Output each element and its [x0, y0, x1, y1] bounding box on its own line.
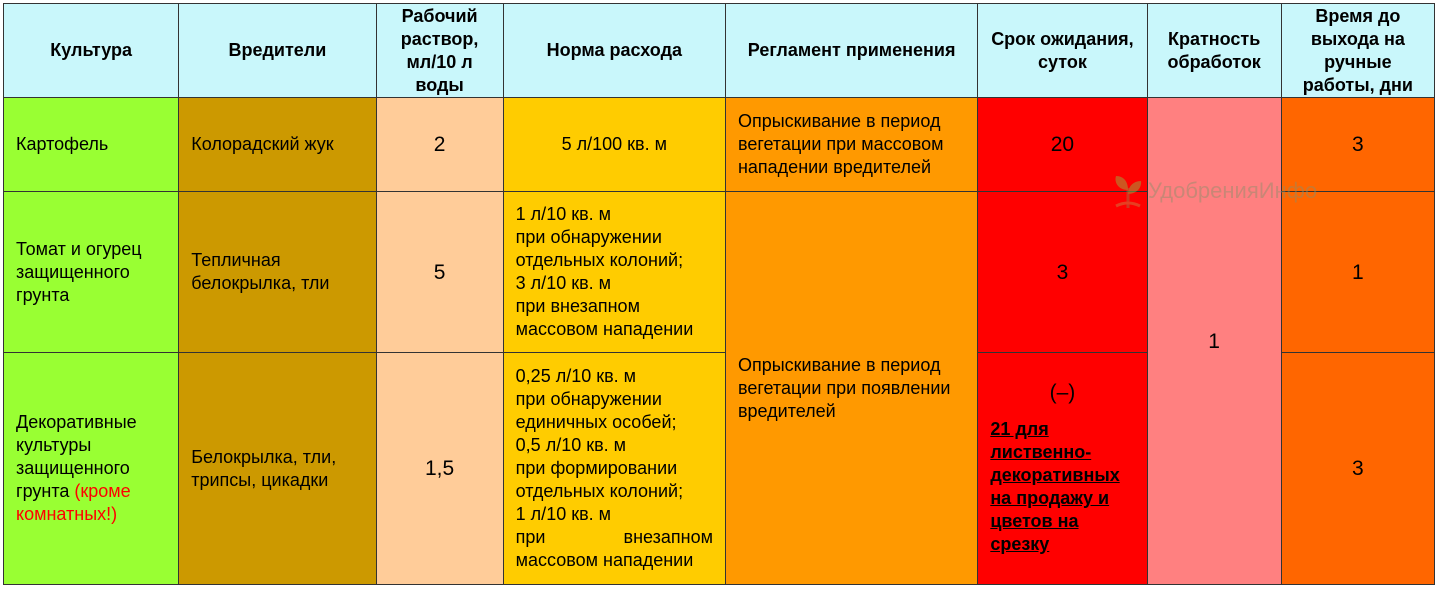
manual-work-cell: 3	[1281, 353, 1434, 585]
rate-line: 0,5 л/10 кв. м	[515, 435, 627, 455]
culture-text: Декоративные культуры защищенного грунта	[16, 412, 137, 501]
header-row	[4, 4, 1435, 98]
rate-line: при внезапном	[515, 527, 713, 547]
watermark-text: УдобренияИнфо	[1148, 178, 1318, 203]
culture-cell: Томат и огурец защищенного грунта	[4, 192, 179, 353]
culture-note: (кроме комнатных!)	[16, 481, 131, 524]
header-regulation: Регламент применения	[725, 4, 977, 98]
header-manual-work: Время до выхода на ручные работы, дни	[1281, 4, 1434, 98]
waiting-cell: 20	[978, 98, 1147, 192]
pests-cell: Колорадский жук	[179, 98, 376, 192]
header-culture: Культура	[4, 4, 179, 98]
rate-line: 0,25 л/10 кв. м	[515, 366, 637, 386]
solution-cell: 5	[376, 192, 503, 353]
pests-cell: Тепличная белокрылка, тли	[179, 192, 376, 353]
rate-cell	[503, 98, 725, 192]
rate-line: при обнаружении единичных особей;	[515, 389, 677, 432]
rate-line: при обнаружении отдельных колоний;	[515, 227, 684, 270]
manual-work-cell: 3	[1281, 98, 1434, 192]
rate-line: 5 л/100 кв. м	[561, 134, 667, 154]
waiting-value: (–)	[1049, 381, 1076, 404]
waiting-note: 21 для лиственно-декоративных на продажу и цветов на срезку	[990, 419, 1120, 554]
header-multiplicity: Кратность обработок	[1147, 4, 1281, 98]
waiting-cell	[978, 353, 1147, 585]
table-row	[4, 98, 1435, 192]
rate-cell	[503, 353, 725, 585]
rate-line: 3 л/10 кв. м	[515, 273, 612, 293]
culture-cell	[4, 353, 179, 585]
rate-line: массовом нападении	[515, 550, 694, 570]
solution-cell: 1,5	[376, 353, 503, 585]
manual-work-cell: 1	[1281, 192, 1434, 353]
waiting-cell: 3	[978, 192, 1147, 353]
regulation-cell: Опрыскивание в период вегетации при появлении вредителей	[725, 192, 977, 585]
solution-cell: 2	[376, 98, 503, 192]
rate-cell	[503, 192, 725, 353]
rate-line: 1 л/10 кв. м	[515, 504, 612, 524]
multiplicity-cell: 1	[1147, 98, 1281, 585]
header-waiting: Срок ожидания, суток	[978, 4, 1147, 98]
header-solution: Рабочий раствор, мл/10 л воды	[376, 4, 503, 98]
pesticide-table	[3, 3, 1435, 585]
header-rate: Норма расхода	[503, 4, 725, 98]
pests-cell: Белокрылка, тли, трипсы, цикадки	[179, 353, 376, 585]
rate-line: при формировании отдельных колоний;	[515, 458, 684, 501]
rate-line: 1 л/10 кв. м	[515, 204, 612, 224]
header-pests: Вредители	[179, 4, 376, 98]
culture-cell: Картофель	[4, 98, 179, 192]
rate-line: при внезапном массовом нападении	[515, 296, 694, 339]
regulation-cell: Опрыскивание в период вегетации при массовом нападении вредителей	[725, 98, 977, 192]
